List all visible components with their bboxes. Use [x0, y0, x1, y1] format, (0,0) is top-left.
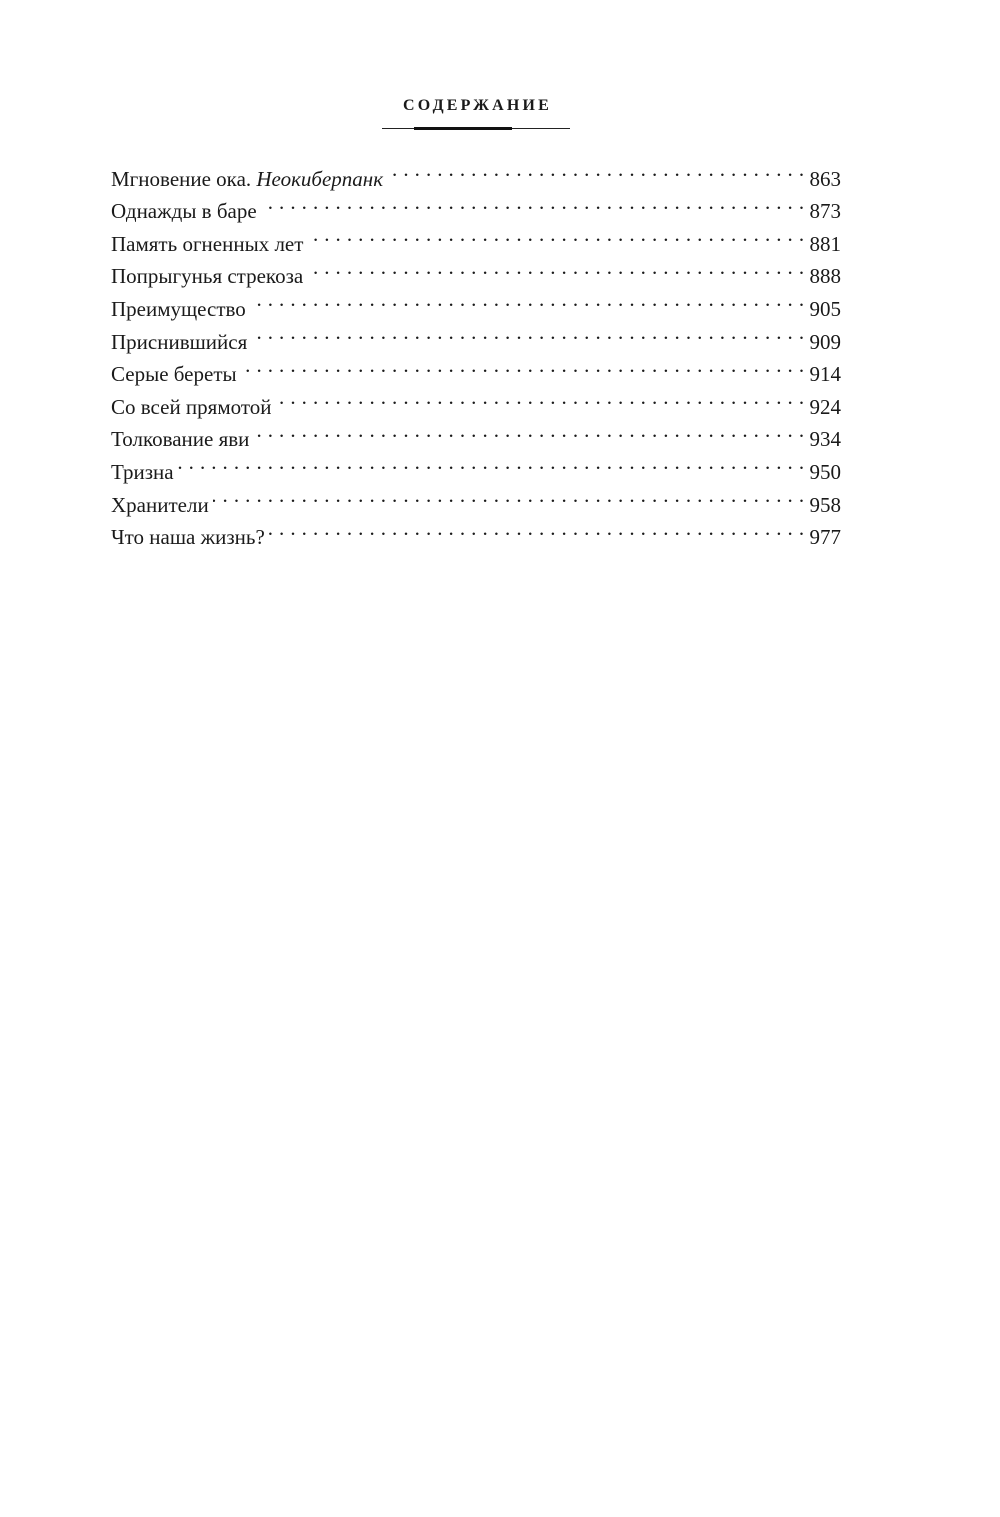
toc-entry-title-text: Тризна — [111, 459, 174, 484]
toc-entry-title-text: Память огненных лет — [111, 231, 304, 256]
toc-entry-title — [111, 489, 213, 522]
toc-dot-leader — [250, 283, 805, 316]
toc-entry-page-number: 881 — [809, 231, 841, 256]
toc-entry-title-text: Преимущество — [111, 296, 246, 321]
toc-entry-title — [111, 326, 251, 359]
toc-entry-title-text: Однажды в баре — [111, 199, 257, 224]
toc-entry-title-text: Серые береты — [111, 362, 237, 387]
toc-entry-page-number: 888 — [809, 264, 841, 289]
toc-dot-leader — [241, 349, 805, 382]
toc-entry-title — [111, 521, 269, 554]
toc-entry-page-number: 950 — [809, 459, 841, 484]
toc-dot-leader — [253, 414, 804, 447]
toc-entry-title-text: Мгновение ока. — [111, 166, 257, 191]
toc-entry-title — [111, 391, 275, 424]
toc-entry-subtitle: Неокиберпанк — [256, 166, 384, 191]
table-of-contents — [111, 153, 841, 550]
toc-entry[interactable] — [111, 153, 841, 191]
toc-entry-page-number: 977 — [809, 525, 841, 550]
toc-dot-leader — [269, 512, 805, 545]
toc-entry-title-text: Со всей прямотой — [111, 394, 272, 419]
toc-entry-title-text: Что наша жизнь? — [111, 525, 265, 550]
toc-entry-title-text: Попрыгунья стрекоза — [111, 264, 304, 289]
toc-entry-page-number: 914 — [809, 362, 841, 387]
toc-entry-page-number: 905 — [809, 296, 841, 321]
toc-entry-title — [111, 456, 178, 489]
toc-entry-title — [111, 358, 241, 391]
toc-dot-leader — [251, 316, 804, 349]
toc-entry-page-number: 909 — [809, 329, 841, 354]
toc-entry[interactable] — [111, 479, 841, 517]
toc-entry-title-text: Хранители — [111, 492, 209, 517]
header-divider — [382, 127, 570, 130]
toc-entry-page-number: 934 — [809, 427, 841, 452]
toc-dot-leader — [213, 479, 805, 512]
toc-entry-title — [111, 228, 307, 261]
header-divider-thick — [414, 127, 512, 130]
contents-header — [382, 96, 570, 130]
toc-entry-page-number: 863 — [809, 166, 841, 191]
toc-dot-leader — [178, 446, 805, 479]
toc-entry-title-text: Приснившийся — [111, 329, 248, 354]
toc-dot-leader — [275, 381, 804, 414]
toc-entry[interactable] — [111, 512, 841, 550]
toc-entry-title — [111, 195, 261, 228]
page-title: СОДЕРЖАНИЕ — [402, 97, 553, 114]
toc-dot-leader — [307, 218, 804, 251]
toc-entry-title-text: Толкование яви — [111, 427, 250, 452]
toc-dot-leader — [307, 251, 804, 284]
toc-entry-title — [111, 293, 250, 326]
toc-entry-page-number: 958 — [809, 492, 841, 517]
toc-entry[interactable] — [111, 446, 841, 484]
toc-entry-page-number: 924 — [809, 394, 841, 419]
toc-dot-leader — [387, 153, 804, 186]
toc-dot-leader — [261, 186, 805, 219]
toc-entry-page-number: 873 — [809, 199, 841, 224]
